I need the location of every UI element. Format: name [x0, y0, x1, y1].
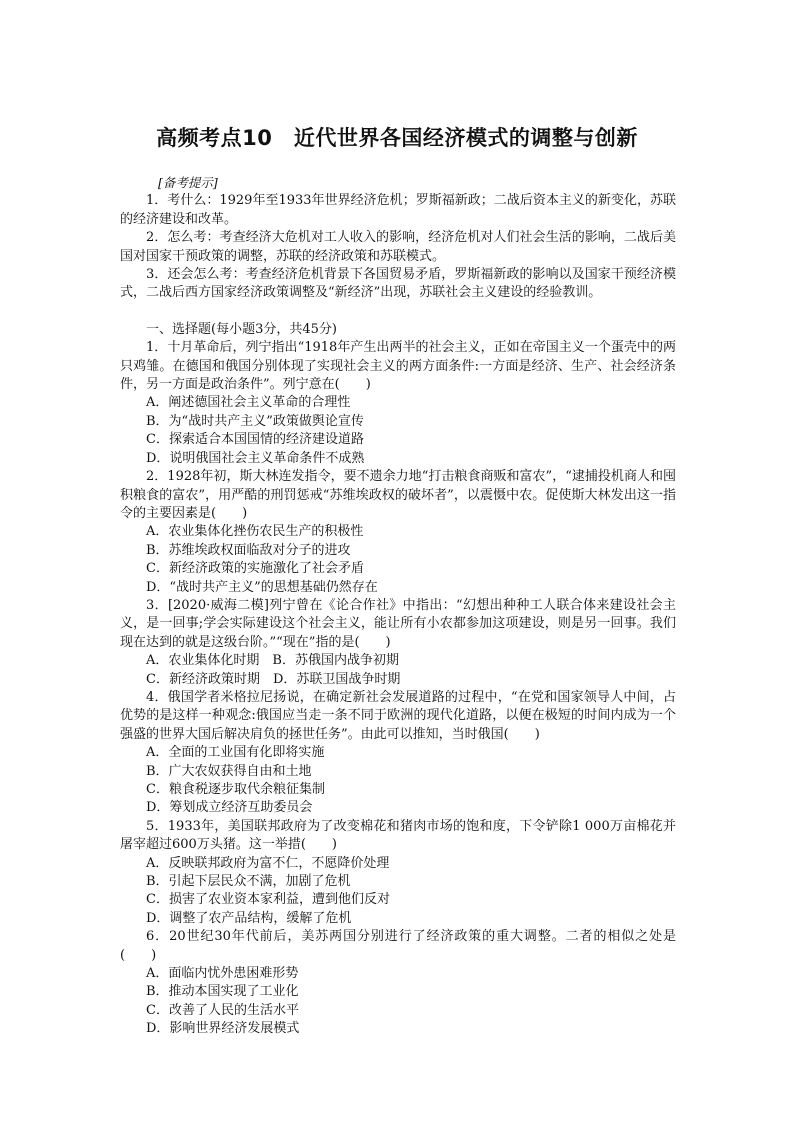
question-option: B．苏维埃政权面临敌对分子的进攻	[146, 542, 351, 558]
question-1	[120, 339, 676, 468]
question-stem: 6．20世纪30年代前后，美苏两国分别进行了经济政策的重大调整。二者的相似之处是( )	[120, 929, 676, 963]
question-option: C．探索适合本国国情的经济建设道路	[146, 432, 364, 448]
question-option: B．为“战时共产主义”政策做舆论宣传	[146, 413, 364, 429]
page-title: 高频考点10 近代世界各国经济模式的调整与创新	[156, 126, 638, 150]
question-option: D．筹划成立经济互助委员会	[146, 800, 313, 816]
tip-item: 1．考什么：1929年至1933年世界经济危机；罗斯福新政；二战后资本主义的新变化，苏联的经济建设和改革。	[120, 193, 676, 227]
question-option: C．粮食税逐步取代余粮征集制	[146, 782, 325, 797]
tips-label: [备考提示]	[158, 175, 218, 190]
question-3	[120, 597, 676, 689]
question-option: C．损害了农业资本家利益，遭到他们反对	[146, 892, 390, 908]
section-heading: 一、选择题(每小题3分，共45分)	[146, 321, 337, 337]
question-option: C．新经济政策的实施激化了社会矛盾	[146, 561, 364, 577]
question-option: C．新经济政策时期 D．苏联卫国战争时期	[146, 671, 401, 687]
question-5	[120, 818, 676, 928]
question-4	[120, 689, 676, 818]
tip-item: 3．还会怎么考：考查经济危机背景下各国贸易矛盾，罗斯福新政的影响以及国家干预经济模式，二战后西方国家经济政策调整及“新经济”出现，苏联社会主义建设的经验教训。	[120, 267, 676, 301]
question-option: A．农业集体化挫伤农民生产的积极性	[146, 524, 364, 540]
question-option: A．农业集体化时期 B．苏俄国内战争初期	[146, 653, 399, 669]
question-option: C．改善了人民的生活水平	[146, 1002, 299, 1018]
question-option: A．面临内忧外患困难形势	[146, 966, 299, 982]
question-option: A．阐述德国社会主义革命的合理性	[146, 395, 351, 411]
question-stem: 5．1933年，美国联邦政府为了改变棉花和猪肉市场的饱和度，下令铲除1 000万亩棉花并屠宰超过600万头猪。这一举措( )	[120, 818, 676, 853]
content-body	[120, 174, 676, 1039]
question-stem: 2．1928年初，斯大林连发指令，要不遗余力地“打击粮食商贩和富农”，“逮捕投机商人和囤积粮食的富农”，用严酷的刑罚惩戒“苏维埃政权的破坏者”，以震慑中农。促使斯大林发出这一指令的主要因素是( )	[120, 469, 676, 521]
tip-item: 2．怎么考：考查经济大危机对工人收入的影响，经济危机对人们社会生活的影响，二战后美国对国家干预政策的调整，苏联的经济政策和苏联模式。	[120, 230, 676, 264]
question-option: D．“战时共产主义”的思想基础仍然存在	[146, 579, 378, 595]
question-stem: 4．俄国学者米格拉尼扬说，在确定新社会发展道路的过程中，“在党和国家领导人中间，占优势的是这样一种观念:俄国应当走一条不同于欧洲的现代化道路，以便在极短的时间内成为一个强盛的世界大国后解决肩负的拯世任务”。由此可以推知，当时俄国( )	[120, 689, 676, 742]
question-option: D．影响世界经济发展模式	[146, 1021, 300, 1037]
question-stem: 3．[2020·威海二模]列宁曾在《论合作社》中指出：“幻想出种种工人联合体来建设社会主义，是一回事;学会实际建设这个社会主义，能让所有小农都参加这项建设，则是另一回事。我们现在达到的就是这级台阶。”“现在”指的是( )	[120, 597, 676, 650]
question-option: B．引起下层民众不满，加剧了危机	[146, 874, 351, 890]
question-option: A．反映联邦政府为富不仁，不愿降价处理	[146, 855, 390, 871]
question-option: B．推动本国实现了工业化	[146, 984, 299, 1000]
question-stem: 1．十月革命后，列宁指出“1918年产生出两半的社会主义，正如在帝国主义一个蛋壳中的两只鸡雏。在德国和俄国分别体现了实现社会主义的两方面条件:一方面是经济、生产、社会经济条件，另一方面是政治条件”。列宁意在( )	[120, 340, 676, 393]
question-6	[120, 928, 676, 1038]
question-option: A．全面的工业国有化即将实施	[146, 745, 325, 761]
question-option: D．调整了农产品结构，缓解了危机	[146, 910, 352, 926]
question-2	[120, 468, 676, 597]
question-option: B．广大农奴获得自由和土地	[146, 763, 312, 779]
question-option: D．说明俄国社会主义革命条件不成熟	[146, 450, 365, 466]
